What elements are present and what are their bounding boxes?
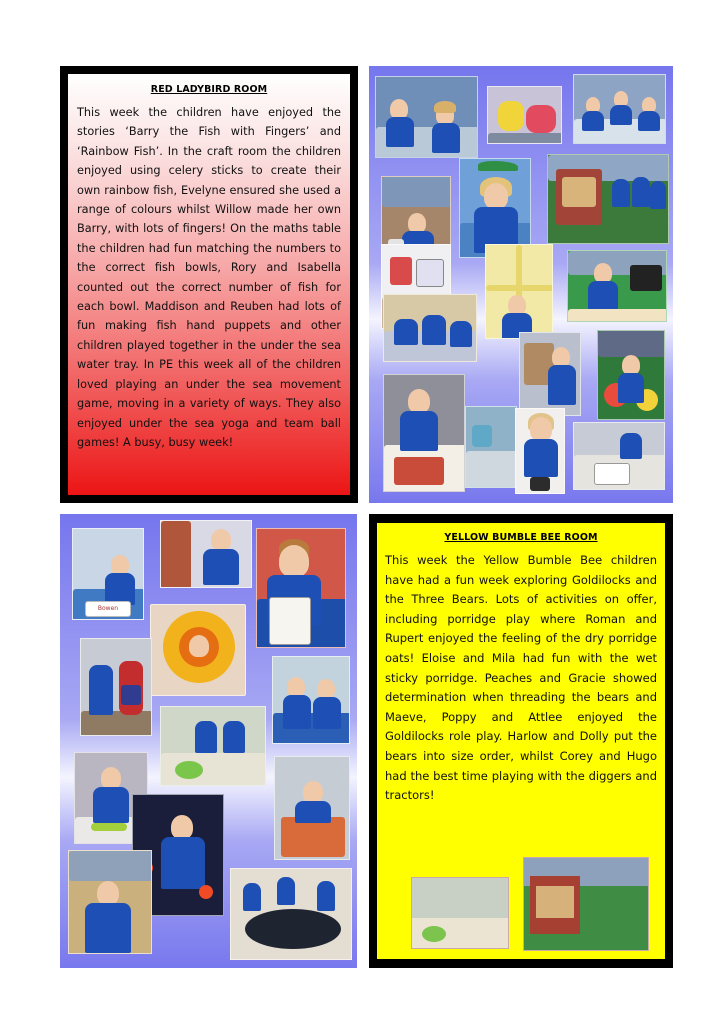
collage-photo [68,850,152,954]
red-panel-inner [68,74,350,495]
collage-photo [573,74,666,144]
collage-photo [567,250,667,322]
red-room-photo-collage [369,66,673,503]
collage-photo [487,86,562,144]
collage-photo [459,158,531,258]
collage-photo [80,638,152,736]
collage-photo [519,332,581,416]
collage-photo [485,244,553,339]
collage-photo [375,76,478,158]
collage-photo [383,374,465,492]
collage-photo [383,294,477,362]
collage-photo [274,756,350,860]
collage-photo [597,330,665,420]
collage-photo [515,408,565,494]
collage-photo [272,656,350,744]
collage-photo [465,406,517,488]
collage-photo [230,868,352,960]
yellow-room-body: This week the Yellow Bumble Bee children have had a fun week exploring Goldilocks and the Three Bears. Lots of activities on offer, including porridge play where Roman and Rupert enjoyed the feeling of the dry porridge oats! Eloise and Mila had fun with the wet sticky porridge. Peaches and Gracie showed determination when threading the bears and Maeve, Poppy and Attlee enjoyed the Goldilocks role play. Harlow and Dolly put the bears into size order, whilst Corey and Hugo had the best time playing with the diggers and tractors! [385,553,657,803]
yellow-room-photo [411,877,509,949]
red-room-body: This week the children have enjoyed the stories ‘Barry the Fish with Fingers’ and ‘Rainbow Fish’. In the craft room the children enjoyed using celery sticks to create their own rainbow fish, Evelyne ensured she used a range of colours whilst Willow made her own Barry, with lots of fingers! On the maths table the children had fun matching the numbers to the correct fish bowls, Rory and Isabella counted out the correct number of fish for each bowl. Maddison and Reuben had lots of fun making fish hand puppets and other children played together in the under the sea water tray. In PE this week all of the children loved playing an under the sea movement game, moving in a variety of ways. They also enjoyed under the sea yoga and team ball games! A busy, busy week! [77,106,341,449]
collage-photo [573,422,665,490]
red-ladybird-room-panel [60,66,358,503]
collage-photo [150,604,246,696]
red-room-title: RED LADYBIRD ROOM [150,84,268,95]
yellow-panel-inner [377,523,665,959]
collage-photo [72,528,144,620]
collage-photo [160,706,266,786]
yellow-room-photo-collage [60,514,357,968]
collage-photo [256,528,346,648]
collage-photo [160,520,252,588]
collage-photo [547,154,669,244]
name-card: Bowen [85,601,131,617]
yellow-room-photo [523,857,649,951]
yellow-room-title: YELLOW BUMBLE BEE ROOM [444,532,598,543]
yellow-bumble-bee-room-panel [369,514,673,968]
